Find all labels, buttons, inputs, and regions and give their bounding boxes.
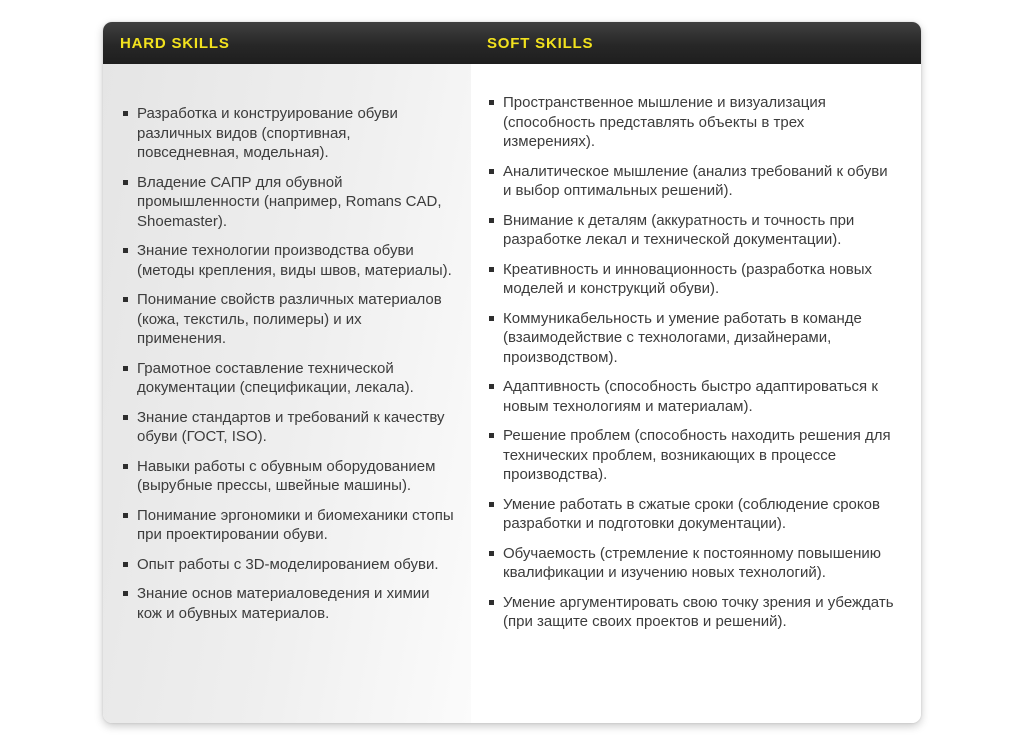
hard-skills-header: HARD SKILLS (120, 34, 230, 52)
bullet-square-icon (123, 415, 128, 420)
list-item-text: Адаптивность (способность быстро адаптироваться к новым технологиям и материалам). (503, 378, 878, 415)
list-item-text: Владение САПР для обувной промышленности (например, Romans CAD, Shoemaster). (137, 173, 442, 230)
list-item (122, 359, 454, 398)
bullet-square-icon (123, 562, 128, 567)
list-item (488, 544, 895, 583)
list-item (488, 309, 895, 368)
list-item-text: Пространственное мышление и визуализация (способность представлять объекты в трех измерениях). (503, 94, 826, 150)
list-item (488, 426, 895, 485)
list-item (122, 104, 454, 163)
bullet-square-icon (489, 600, 494, 605)
list-item (488, 162, 895, 201)
list-item (488, 211, 895, 250)
bullet-square-icon (123, 591, 128, 596)
list-item (122, 506, 454, 545)
hard-skills-column (103, 64, 471, 723)
bullet-square-icon (489, 316, 494, 321)
list-item-text: Знание технологии производства обуви (методы крепления, виды швов, материалы). (137, 242, 452, 279)
bullet-square-icon (123, 366, 128, 371)
list-item (488, 260, 895, 299)
list-item-text: Понимание свойств различных материалов (кожа, текстиль, полимеры) и их применения. (137, 291, 442, 347)
hard-skills-list (122, 104, 454, 623)
list-item (122, 584, 454, 623)
list-item-text: Умение работать в сжатые сроки (соблюдение сроков разработки и подготовки документации). (503, 495, 880, 532)
list-item (122, 173, 454, 232)
bullet-square-icon (489, 433, 494, 438)
list-item-text: Умение аргументировать свою точку зрения и убеждать (при защите своих проектов и решений). (503, 593, 894, 630)
list-item-text: Аналитическое мышление (анализ требований к обуви и выбор оптимальных решений). (503, 162, 888, 199)
bullet-square-icon (123, 248, 128, 253)
bullet-square-icon (489, 551, 494, 556)
list-item (488, 495, 895, 534)
skills-card (103, 22, 921, 723)
bullet-square-icon (123, 180, 128, 185)
list-item (122, 241, 454, 280)
list-item (122, 290, 454, 349)
soft-skills-header: SOFT SKILLS (487, 34, 594, 52)
bullet-square-icon (489, 169, 494, 174)
bullet-square-icon (489, 218, 494, 223)
list-item-text: Внимание к деталям (аккуратность и точность при разработке лекал и технической документации). (503, 211, 855, 248)
list-item-text: Коммуникабельность и умение работать в команде (взаимодействие с технологами, дизайнерами, производством). (503, 309, 862, 366)
bullet-square-icon (489, 267, 494, 272)
bullet-square-icon (123, 297, 128, 302)
list-item-text: Грамотное составление технической документации (спецификации, лекала). (137, 359, 414, 396)
list-item (488, 377, 895, 416)
list-item-text: Креативность и инновационность (разработка новых моделей и конструкций обуви). (503, 260, 873, 297)
list-item-text: Опыт работы с 3D-моделированием обуви. (137, 555, 439, 573)
bullet-square-icon (123, 513, 128, 518)
list-item (488, 593, 895, 632)
list-item (122, 457, 454, 496)
list-item-text: Обучаемость (стремление к постоянному повышению квалификации и изучению новых технологий). (503, 544, 881, 581)
card-body (103, 64, 921, 723)
list-item (122, 555, 454, 575)
list-item-text: Навыки работы с обувным оборудованием (вырубные прессы, швейные машины). (137, 457, 436, 494)
list-item-text: Понимание эргономики и биомеханики стопы при проектировании обуви. (137, 506, 454, 543)
list-item-text: Знание основ материаловедения и химии кож и обувных материалов. (137, 585, 430, 622)
list-item (122, 408, 454, 447)
soft-skills-column (471, 64, 921, 723)
list-item-text: Знание стандартов и требований к качеству обуви (ГОСТ, ISO). (137, 408, 445, 445)
bullet-square-icon (489, 100, 494, 105)
list-item-text: Решение проблем (способность находить решения для технических проблем, возникающих в процессе производства). (503, 427, 891, 483)
soft-skills-list (488, 93, 895, 632)
list-item (488, 93, 895, 152)
bullet-square-icon (123, 111, 128, 116)
bullet-square-icon (489, 502, 494, 507)
bullet-square-icon (123, 464, 128, 469)
bullet-square-icon (489, 384, 494, 389)
card-header (103, 22, 921, 64)
list-item-text: Разработка и конструирование обуви различных видов (спортивная, повседневная, модельная). (137, 105, 398, 161)
